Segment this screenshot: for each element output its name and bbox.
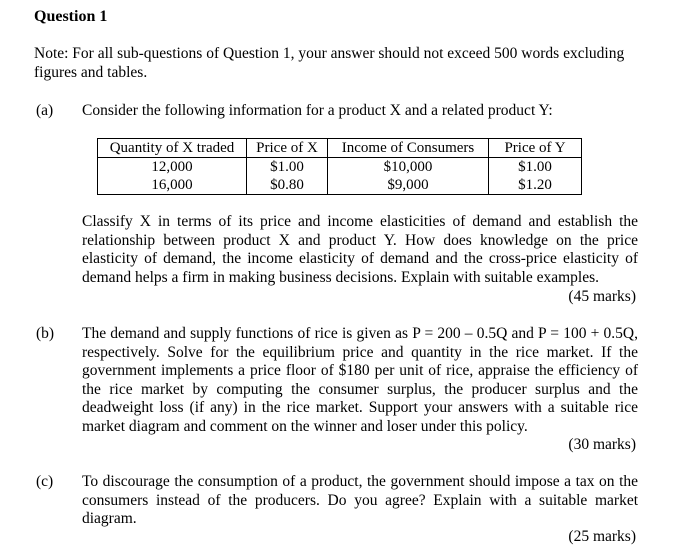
table-cell: $0.80 <box>247 176 328 195</box>
part-c-label: (c) <box>36 473 54 490</box>
table-cell: 16,000 <box>98 176 247 195</box>
note-text: Note: For all sub-questions of Question 1, your answer should not exceed 500 words excluding figures and tables. <box>34 45 625 81</box>
table-header-cell: Income of Consumers <box>328 139 489 158</box>
table-header-cell: Price of X <box>247 139 328 158</box>
table-row <box>98 158 582 177</box>
part-b-text: The demand and supply functions of rice is given as P = 200 – 0.5Q and P = 100 + 0.5Q, respectively. Solve for the equilibrium price and quantity in the rice market. If the government implements a price floor of $180 per unit of rice, appraise the efficiency of the rice market by computing the consumer surplus, the producer surplus and the deadweight loss (if any) in the rice market. Support your answers with a suitable rice market diagram and comment on the winner and loser under this policy. <box>82 325 638 435</box>
part-a-marks: (45 marks) <box>568 288 636 305</box>
part-b-marks: (30 marks) <box>568 436 636 453</box>
part-c-marks: (25 marks) <box>568 528 636 545</box>
table-cell: $1.00 <box>247 158 328 177</box>
part-b-label: (b) <box>36 325 55 342</box>
part-a-label: (a) <box>36 102 54 119</box>
table-cell: $1.00 <box>489 158 582 177</box>
table-header-cell: Quantity of X traded <box>98 139 247 158</box>
part-a-intro: Consider the following information for a product X and a related product Y: <box>82 102 553 119</box>
question-title: Question 1 <box>34 8 108 25</box>
table-header-row <box>98 139 582 158</box>
part-a-text: Classify X in terms of its price and income elasticities of demand and establish the relationship between product X and product Y. How does knowledge on the price elasticity of demand, the income elasticity of demand and the cross-price elasticity of demand helps a firm in making business decisions. Explain with suitable examples. <box>82 213 638 286</box>
table-cell: $10,000 <box>328 158 489 177</box>
product-info-table <box>97 138 582 195</box>
table-cell: $1.20 <box>489 176 582 195</box>
table-cell: $9,000 <box>328 176 489 195</box>
table-header-cell: Price of Y <box>489 139 582 158</box>
table-cell: 12,000 <box>98 158 247 177</box>
part-c-text: To discourage the consumption of a product, the government should impose a tax on the consumers instead of the producers. Do you agree? Explain with a suitable market diagram. <box>82 473 638 527</box>
table-row <box>98 176 582 195</box>
